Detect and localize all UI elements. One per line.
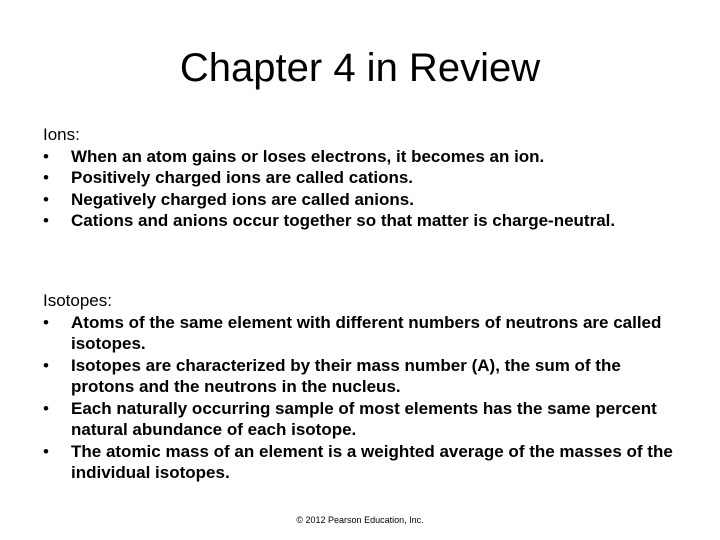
- bullet-icon: •: [43, 168, 49, 187]
- bullet-icon: •: [43, 398, 49, 418]
- isotopes-bullet-item: [43, 312, 683, 355]
- bullet-icon: •: [43, 211, 49, 230]
- isotopes-bullet-text: Isotopes are characterized by their mass number (A), the sum of the protons and the neutrons in the nucleus.: [71, 355, 621, 396]
- bullet-icon: •: [43, 312, 49, 332]
- ions-heading: Ions:: [43, 125, 80, 144]
- isotopes-bullet-text: Atoms of the same element with different numbers of neutrons are called isotopes.: [71, 312, 662, 353]
- isotopes-section: [43, 290, 683, 484]
- bullet-icon: •: [43, 441, 49, 461]
- copyright-footer: © 2012 Pearson Education, Inc.: [296, 515, 424, 525]
- bullet-icon: •: [43, 355, 49, 375]
- ions-bullet-text: When an atom gains or loses electrons, it becomes an ion.: [71, 146, 545, 166]
- ions-bullet-item: [43, 146, 683, 168]
- isotopes-bullet-text: The atomic mass of an element is a weighted average of the masses of the individual isotopes.: [71, 441, 673, 482]
- bullet-icon: •: [43, 189, 49, 209]
- ions-section: [43, 124, 683, 232]
- ions-bullet-text: Cations and anions occur together so that matter is charge-neutral.: [71, 211, 616, 230]
- ions-bullet-item: [43, 189, 683, 211]
- ions-bullet-text: Positively charged ions are called cations.: [71, 168, 414, 187]
- ions-bullet-list: [43, 146, 683, 232]
- isotopes-heading: Isotopes:: [43, 291, 112, 310]
- isotopes-bullet-text: Each naturally occurring sample of most elements has the same percent natural abundance of each isotope.: [71, 398, 657, 439]
- bullet-icon: •: [43, 146, 49, 166]
- isotopes-bullet-item: [43, 441, 683, 484]
- isotopes-bullet-item: [43, 398, 683, 441]
- isotopes-bullet-item: [43, 355, 683, 398]
- ions-bullet-item: [43, 167, 683, 189]
- isotopes-bullet-list: [43, 312, 683, 484]
- ions-bullet-item: [43, 210, 683, 232]
- slide-title: Chapter 4 in Review: [179, 46, 541, 90]
- ions-bullet-text: Negatively charged ions are called anions.: [71, 189, 414, 209]
